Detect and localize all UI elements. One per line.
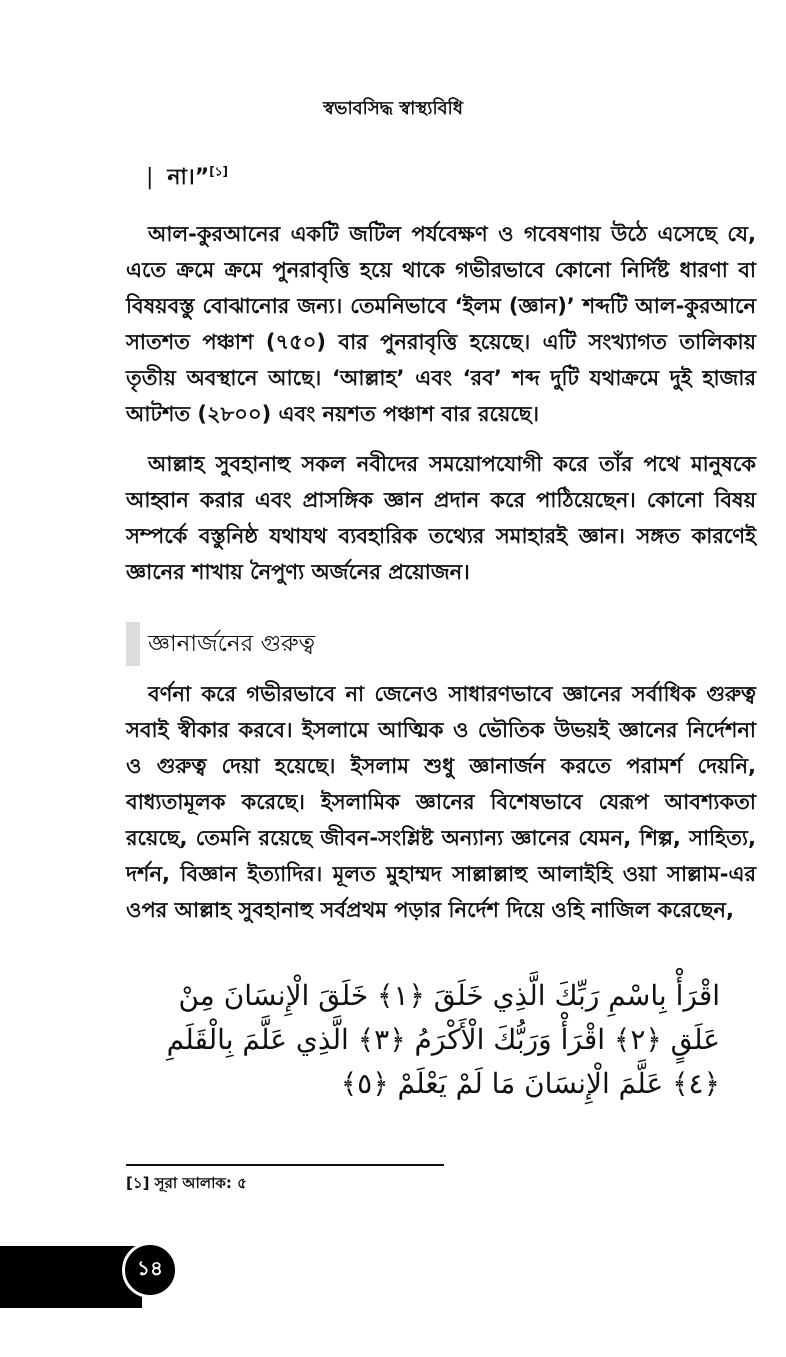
footnote-divider — [126, 1164, 444, 1166]
page-number: ১৪ — [122, 1242, 178, 1298]
quote-end-text: না।” — [167, 165, 210, 190]
running-head: স্বভাবসিদ্ধ স্বাস্থ্যবিধি — [323, 98, 463, 119]
paragraph-importance-of-knowledge: বর্ণনা করে গভীরভাবে না জেনেও সাধারণভাবে জ্ঞানের সর্বাধিক গুরুত্ব সবাই স্বীকার করবে। ইসলামে আত্মিক ও ভৌতিক উভয়ই জ্ঞানের নির্দেশনা ও গুরুত্ব দেয়া হয়েছে। ইসলাম শুধু জ্ঞানার্জন করতে পরামর্শ দেয়নি, বাধ্যতামূলক করেছে। ইসলামিক জ্ঞানের বিশেষভাবে যেরূপ আবশ্যকতা রয়েছে, তেমনি রয়েছে জীবন-সংশ্লিষ্ট অন্যান্য জ্ঞানের যেমন, শিল্প, সাহিত্য, দর্শন, বিজ্ঞান ইত্যাদির। মূলত মুহাম্মদ সাল্লাল্লাহু আলাইহি ওয়া সাল্লাম-এর ওপর আল্লাহ সুবহানাহু সর্বপ্রথম পড়ার নির্দেশ দিয়ে ওহি নাজিল করেছেন, — [126, 682, 756, 922]
quote-continuation — [146, 160, 228, 197]
arabic-quran-verse: اقْرَأْ بِاسْمِ رَبِّكَ الَّذِي خَلَقَ ﴿١﴾ خَلَقَ الْإِنسَانَ مِنْ عَلَقٍ ﴿٢﴾ اقْرَأْ وَرَبُّكَ الْأَكْرَمُ ﴿٣﴾ الَّذِي عَلَّمَ بِالْقَلَمِ ﴿٤﴾ عَلَّمَ الْإِنسَانَ مَا لَمْ يَعْلَمْ ﴿٥﴾ — [166, 979, 720, 1100]
footnote-reference: [১] — [209, 164, 229, 179]
section-heading: জ্ঞানার্জনের গুরুত্ব — [126, 622, 315, 666]
line-marker: | — [146, 165, 154, 190]
paragraph-quran-repetition: আল-কুরআনের একটি জটিল পর্যবেক্ষণ ও গবেষণায় উঠে এসেছে যে, এতে ক্রমে ক্রমে পুনরাবৃত্তি হয়ে থাকে গভীরভাবে কোনো নির্দিষ্ট ধারণা বা বিষয়বস্তু বোঝানোর জন্য। তেমনিভাবে ‘ইলম (জ্ঞান)’ শব্দটি আল-কুরআনে সাতশত পঞ্চাশ (৭৫০) বার পুনরাবৃত্তি হয়েছে। এটি সংখ্যাগত তালিকায় তৃতীয় অবস্থানে আছে। ‘আল্লাহ’ এবং ‘রব’ শব্দ দুটি যথাক্রমে দুই হাজার আটশত (২৮০০) এবং নয়শত পঞ্চাশ বার রয়েছে। — [126, 222, 756, 426]
paragraph-prophets-knowledge: আল্লাহ সুবহানাহু সকল নবীদের সময়োপযোগী করে তাঁর পথে মানুষকে আহ্বান করার এবং প্রাসঙ্গিক জ্ঞান প্রদান করে পাঠিয়েছেন। কোনো বিষয় সম্পর্কে বস্তুনিষ্ঠ যথাযথ ব্যবহারিক তথ্যের সমাহারই জ্ঞান। সঙ্গত কারণেই জ্ঞানের শাখায় নৈপুণ্য অর্জনের প্রয়োজন। — [126, 452, 756, 584]
page-number-band — [0, 1246, 142, 1308]
footnote: [১] সূরা আলাক: ৫ — [126, 1174, 247, 1192]
